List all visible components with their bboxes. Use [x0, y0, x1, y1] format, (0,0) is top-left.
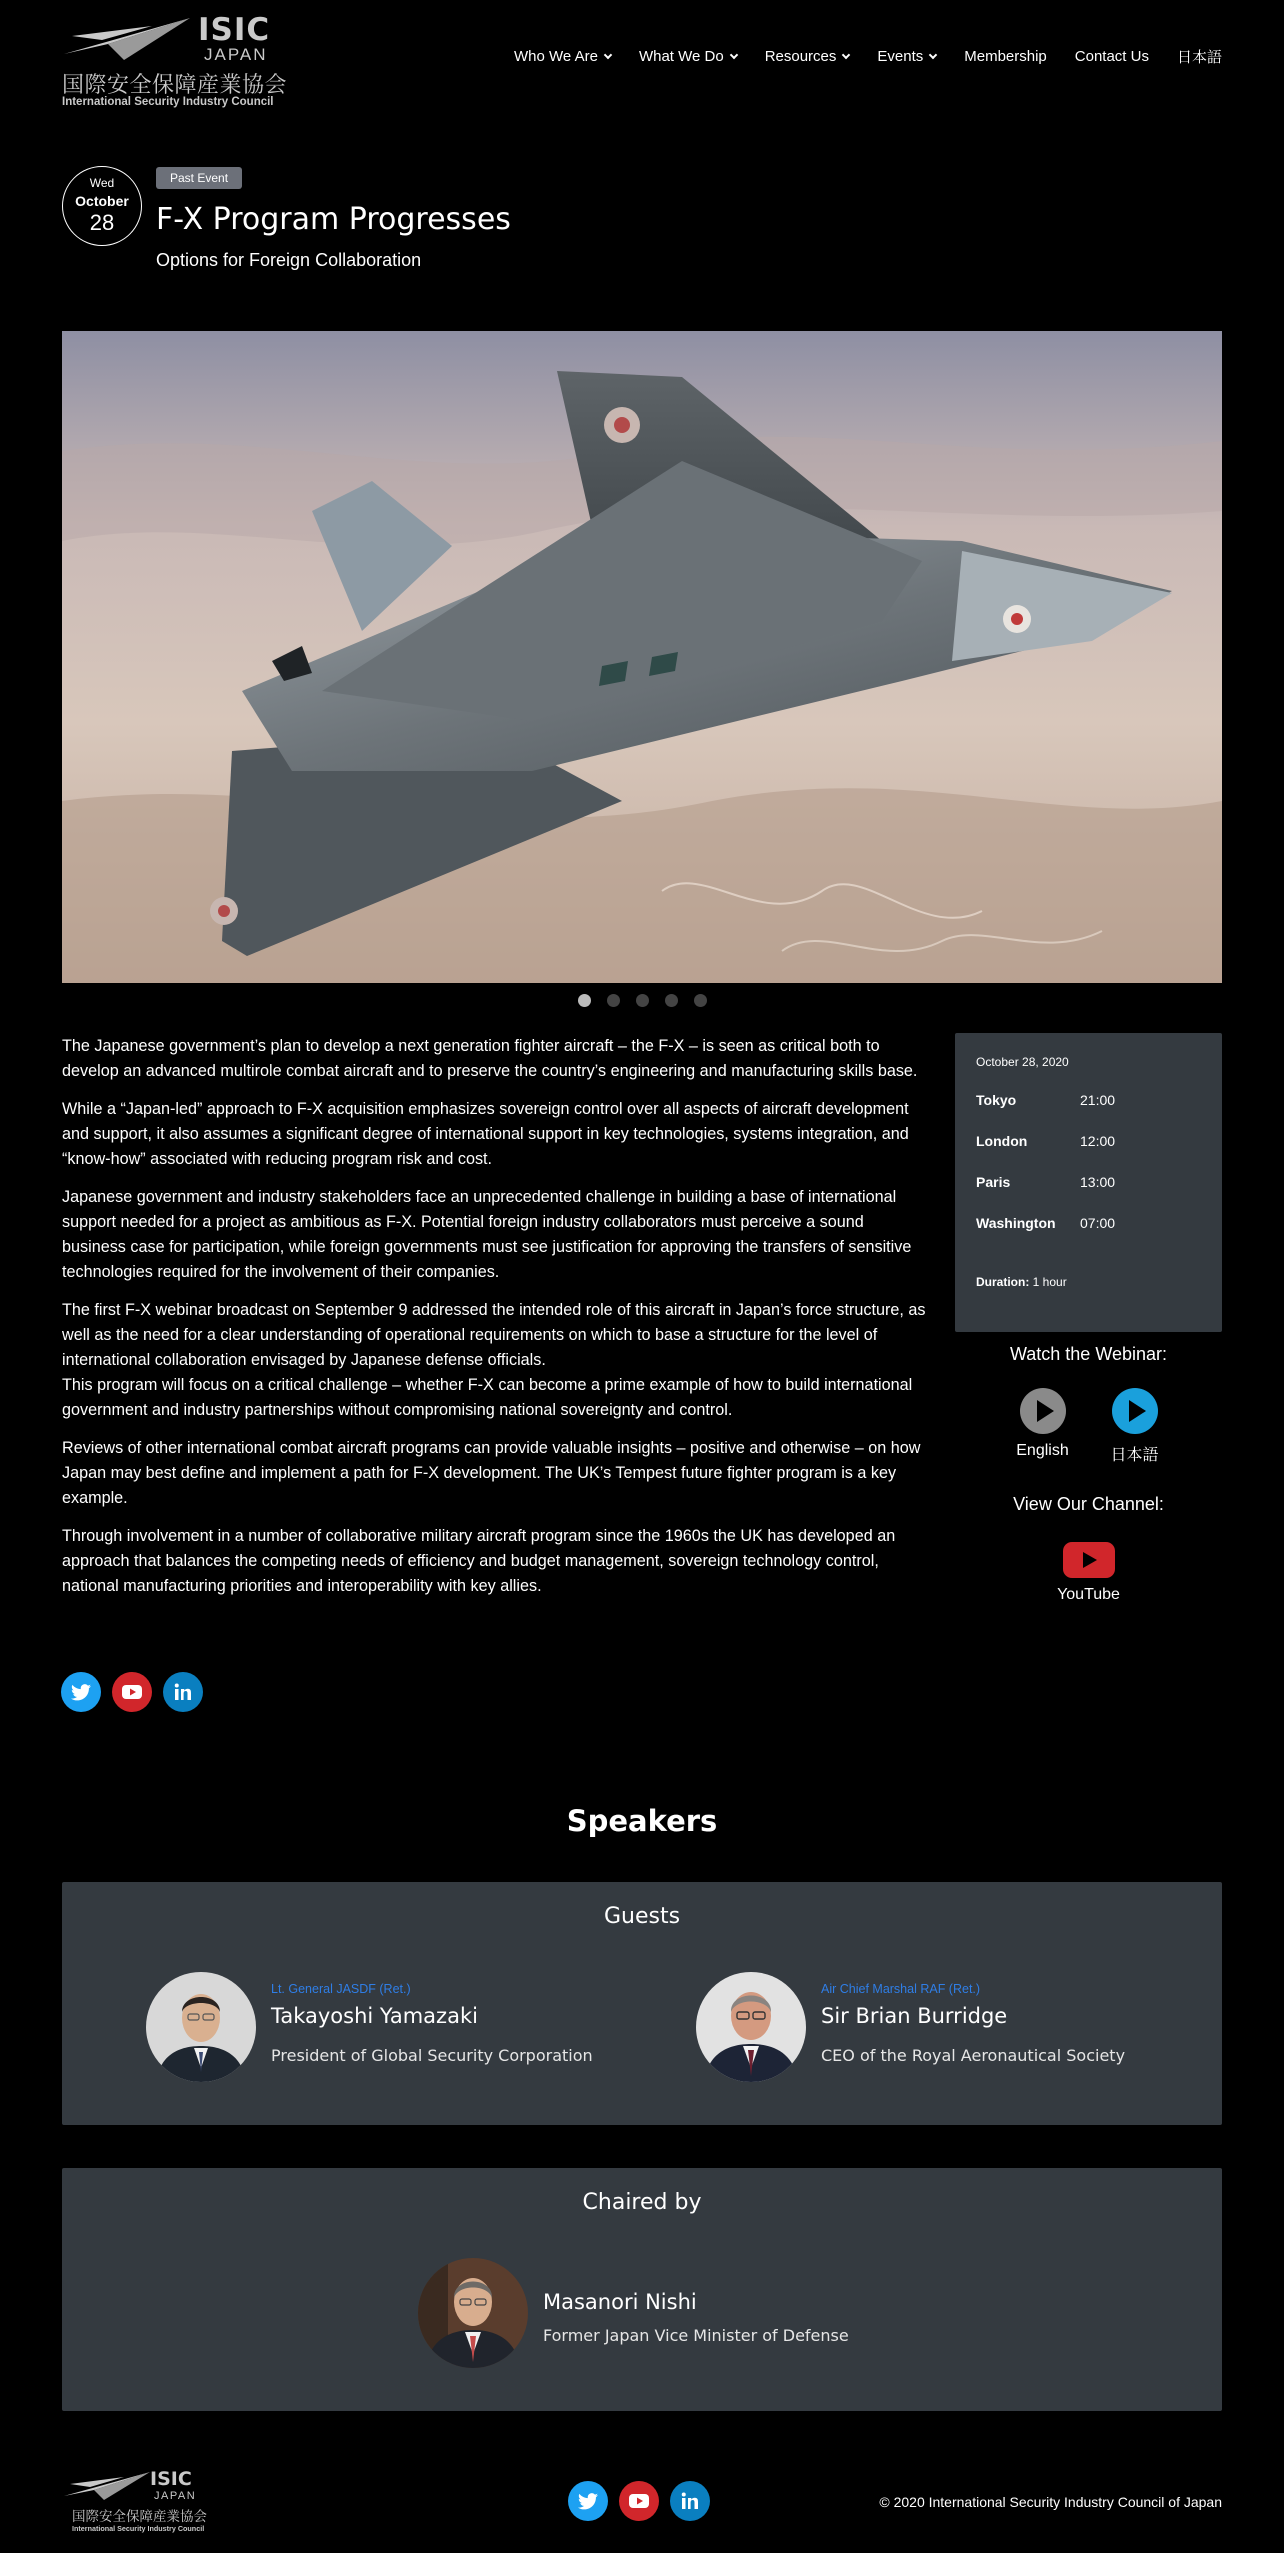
description-paragraph: Through involvement in a number of collaborative military aircraft program since the 1960s the UK has developed an approach that balances the competing needs of efficiency and budget management, sovereign technology control, national manufacturing priorities and interoperability with key allies.	[62, 1527, 896, 1595]
speaker-rank: Lt. General JASDF (Ret.)	[271, 1982, 411, 1996]
speaker-avatar	[696, 1972, 806, 2082]
nav-contact-us[interactable]	[1075, 46, 1149, 67]
event-day: 28	[89, 210, 115, 235]
event-date-badge	[62, 166, 142, 246]
speaker-card	[696, 1972, 1176, 2082]
footer-social-links	[568, 2481, 721, 2521]
carousel-dot-3[interactable]	[636, 994, 649, 1007]
footer-logo[interactable]	[62, 2468, 212, 2538]
carousel-dot-2[interactable]	[607, 994, 620, 1007]
event-title: F-X Program Progresses	[156, 202, 511, 237]
schedule-date: October 28, 2020	[976, 1055, 1069, 1069]
view-channel-heading: View Our Channel:	[1013, 1494, 1164, 1514]
duration-value: 1 hour	[1032, 1275, 1067, 1289]
speaker-photo-icon	[146, 1972, 256, 2082]
chevron-down-icon	[929, 50, 937, 58]
youtube-icon	[122, 1685, 142, 1699]
paper-plane-logo-icon	[62, 14, 192, 64]
description-paragraph: The first F-X webinar broadcast on September 9 addressed the intended role of this aircraft in Japan’s force structure, as well as the need for a clear understanding of operational requirements on which to base a structure for the level of international collaboration envisaged by Japanese defense officials.	[62, 1301, 926, 1369]
speaker-card	[146, 1972, 626, 2082]
logo-isic-text: ISIC	[198, 12, 271, 48]
carousel-dot-5[interactable]	[694, 994, 707, 1007]
footer-copyright: © 2020 International Security Industry Council of Japan	[879, 2494, 1222, 2510]
twitter-icon	[578, 2493, 598, 2510]
schedule-city: Tokyo	[976, 1092, 1017, 1108]
description-paragraph: Japanese government and industry stakeholders face an unprecedented challenge in building a base of international support needed for a project as ambitious as F-X. Potential foreign industry collaborators must perceive a sound business case for participation, while foreign governments must see justification for approving the transfers of sensitive technologies required for the involvement of their companies.	[62, 1188, 912, 1281]
youtube-button[interactable]	[112, 1672, 152, 1712]
event-month: October	[75, 193, 129, 209]
guests-panel	[62, 1882, 1222, 2125]
description-paragraph: While a “Japan-led” approach to F-X acquisition emphasizes sovereign control over all aspects of aircraft development and support, it also assumes a significant degree of international support in key technologies, systems integration, and “know-how” associated with reducing program risk and cost.	[62, 1100, 909, 1168]
youtube-channel-button[interactable]	[955, 1542, 1222, 1604]
play-icon	[1020, 1388, 1066, 1434]
schedule-time: 07:00	[1080, 1215, 1116, 1231]
linkedin-icon	[174, 1683, 192, 1701]
nav-japanese[interactable]	[1177, 46, 1222, 67]
speaker-rank: Air Chief Marshal RAF (Ret.)	[821, 1982, 981, 1996]
watch-japanese-button[interactable]	[1089, 1388, 1181, 1465]
carousel-indicators	[0, 994, 1284, 1007]
nav-label: Who We Are	[514, 48, 598, 65]
nav-events[interactable]	[877, 46, 936, 67]
fighter-jet-image	[62, 331, 1222, 983]
duration-label: Duration:	[976, 1275, 1030, 1289]
footer-twitter-button[interactable]	[568, 2481, 608, 2521]
event-day-of-week: Wed	[89, 176, 115, 190]
schedule-city: Washington	[976, 1215, 1056, 1231]
play-icon	[1112, 1388, 1158, 1434]
carousel-dot-4[interactable]	[665, 994, 678, 1007]
guests-heading: Guests	[603, 1904, 681, 1929]
logo-japan-text: JAPAN	[204, 45, 268, 64]
chair-role: Former Japan Vice Minister of Defense	[543, 2326, 849, 2345]
youtube-icon	[1063, 1542, 1115, 1578]
linkedin-button[interactable]	[163, 1672, 203, 1712]
speaker-photo-icon	[696, 1972, 806, 2082]
schedule-time: 21:00	[1080, 1092, 1116, 1108]
past-event-badge: Past Event	[156, 167, 242, 189]
site-header	[0, 0, 1284, 120]
chair-card	[418, 2258, 898, 2368]
event-description	[62, 1034, 928, 1612]
chevron-down-icon	[604, 50, 612, 58]
watch-webinar-heading: Watch the Webinar:	[1009, 1344, 1168, 1364]
schedule-time: 13:00	[1080, 1174, 1116, 1190]
chevron-down-icon	[842, 50, 850, 58]
description-paragraph: The Japanese government’s plan to develop a next generation fighter aircraft – the F-X – is seen as critical both to develop an advanced multirole combat aircraft and to preserve the country’s engineering and manufacturing skills base.	[62, 1037, 918, 1080]
twitter-button[interactable]	[61, 1672, 101, 1712]
schedule-row	[976, 1092, 1201, 1133]
speaker-role: President of Global Security Corporation	[271, 2046, 593, 2065]
logo-kanji-text: 国際安全保障産業協会	[62, 73, 288, 98]
watch-english-button[interactable]	[997, 1388, 1089, 1465]
chevron-down-icon	[729, 50, 737, 58]
event-subtitle: Options for Foreign Collaboration	[156, 250, 422, 270]
chair-panel	[62, 2168, 1222, 2411]
share-social-links	[61, 1672, 214, 1712]
webinar-links	[955, 1388, 1222, 1465]
chair-name: Masanori Nishi	[543, 2290, 697, 2314]
watch-english-label: English	[1016, 1442, 1069, 1459]
watch-japanese-label: 日本語	[1110, 1447, 1159, 1464]
nav-resources[interactable]	[765, 46, 850, 67]
carousel-dot-1[interactable]	[578, 994, 591, 1007]
schedule-city: Paris	[976, 1174, 1011, 1190]
schedule-duration	[976, 1275, 1201, 1289]
isic-logo[interactable]	[62, 12, 288, 112]
main-nav	[486, 46, 1222, 67]
nav-label: Membership	[964, 48, 1047, 65]
schedule-row	[976, 1215, 1201, 1256]
hero-carousel-image[interactable]	[62, 331, 1222, 983]
speaker-name: Sir Brian Burridge	[821, 2004, 1008, 2028]
nav-label: Contact Us	[1074, 48, 1149, 65]
schedule-box	[955, 1033, 1222, 1332]
description-paragraph: This program will focus on a critical challenge – whether F-X can become a prime example of how to build international government and industry partnerships without compromising national sovereignty and control.	[62, 1376, 913, 1419]
twitter-icon	[71, 1684, 91, 1701]
speaker-name: Takayoshi Yamazaki	[271, 2004, 478, 2028]
footer-logo-kanji: 国際安全保障産業協会	[72, 2509, 207, 2525]
footer-logo-english: International Security Industry Council	[72, 2524, 205, 2533]
schedule-row	[976, 1174, 1201, 1215]
nav-label: 日本語	[1176, 49, 1222, 66]
youtube-icon	[629, 2494, 649, 2508]
nav-label: Events	[877, 48, 924, 65]
footer-linkedin-button[interactable]	[670, 2481, 710, 2521]
nav-what-we-do[interactable]	[639, 46, 737, 67]
nav-label: Resources	[764, 48, 837, 65]
youtube-label: YouTube	[1057, 1586, 1120, 1603]
linkedin-icon	[681, 2492, 699, 2510]
speakers-heading: Speakers	[566, 1804, 718, 1838]
footer-logo-japan: JAPAN	[154, 2490, 197, 2502]
logo-english-text: International Security Industry Council	[62, 96, 274, 108]
chair-photo-icon	[418, 2258, 528, 2368]
nav-membership[interactable]	[964, 46, 1047, 67]
description-paragraph: Reviews of other international combat aircraft programs can provide valuable insights – positive and otherwise – on how Japan may best define and implement a path for F-X development. The UK’s Tempest future fighter program is a key example.	[62, 1439, 921, 1507]
schedule-row	[976, 1133, 1201, 1174]
nav-label: What We Do	[638, 48, 724, 65]
schedule-time: 12:00	[1080, 1133, 1116, 1149]
nav-who-we-are[interactable]	[514, 46, 611, 67]
footer-youtube-button[interactable]	[619, 2481, 659, 2521]
speaker-role: CEO of the Royal Aeronautical Society	[821, 2046, 1126, 2065]
footer-logo-isic: ISIC	[150, 2468, 192, 2490]
speaker-avatar	[146, 1972, 256, 2082]
schedule-city: London	[976, 1133, 1028, 1149]
chair-heading: Chaired by	[582, 2190, 702, 2215]
chair-avatar	[418, 2258, 528, 2368]
